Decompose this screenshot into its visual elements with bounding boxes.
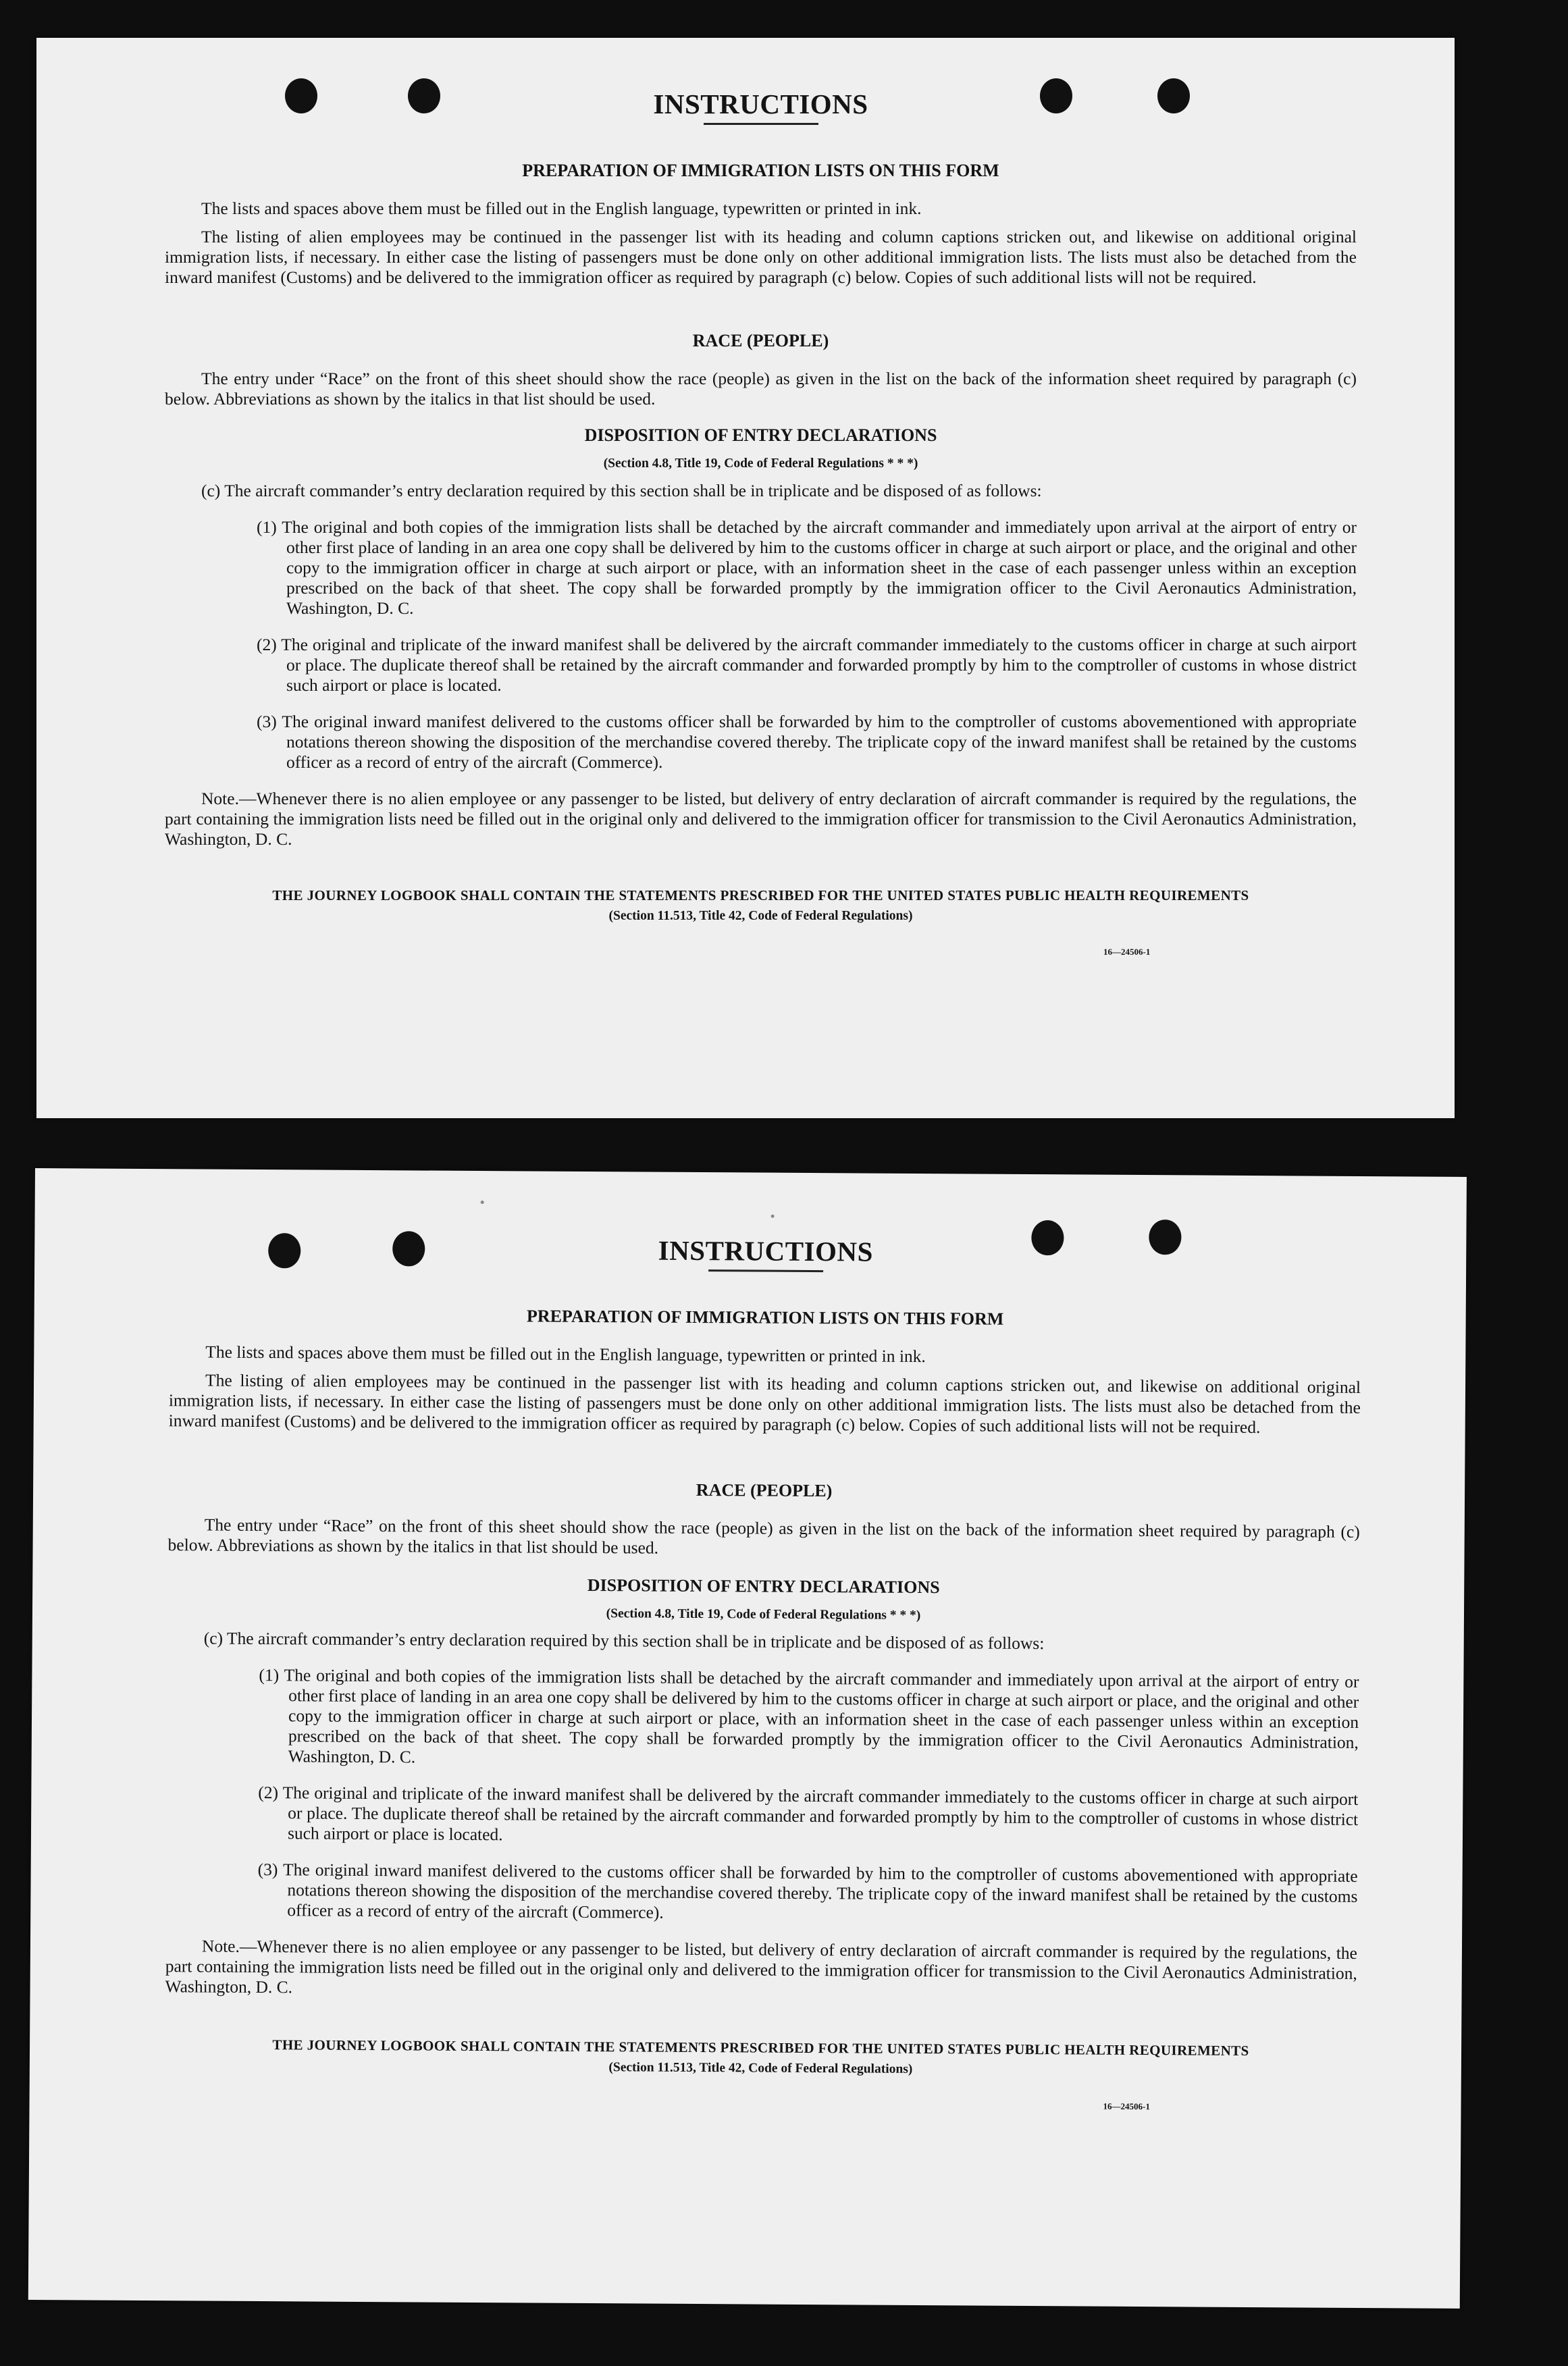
title-rule [704, 123, 818, 125]
preparation-section [165, 199, 1357, 288]
public-health-statement: THE JOURNEY LOGBOOK SHALL CONTAIN THE STATEMENTS PRESCRIBED FOR THE UNITED STATES PUBLIC HEALTH REQUIREMENTS [272, 887, 1249, 903]
race-heading: RACE (PEOPLE) [692, 331, 829, 350]
disposition-item-2: (2) The original and triplicate of the inward manifest shall be delivered by the aircraft commander immediately to the customs officer in charge at such airport or place. The duplicate thereof shall be retained by the aircraft commander and forwarded promptly by him to the comptroller of customs in whose district such airport or place is located. [258, 1783, 1359, 1845]
disposition-item-2: (2) The original and triplicate of the inward manifest shall be delivered by the aircraft commander immediately to the customs officer in charge at such airport or place. The duplicate thereof shall be retained by the aircraft commander and forwarded promptly by him to the comptroller of customs in whose district such airport or place is located. [257, 635, 1357, 695]
disposition-item-3: (3) The original inward manifest delivered to the customs officer shall be forwarded by him to the comptroller of customs abovementioned with appropriate notations thereon showing the disposition of the merchandise covered thereby. The triplicate copy of the inward manifest shall be retained by the customs officer as a record of entry of the aircraft (Commerce). [257, 1860, 1358, 1922]
disposition-subheading: (Section 4.8, Title 19, Code of Federal Regulations * * *) [603, 456, 918, 471]
disposition-item-1: (1) The original and both copies of the immigration lists shall be detached by the aircraft commander and immediately upon arrival at the airport of entry or other first place of landing in an area one copy shall be delivered by him to the customs officer in charge at such airport or place, and the original and other copy to the immigration officer in charge at such airport or place, with an information sheet in the case of each passenger unless within an exception prescribed on the back of that sheet. The copy shall be forwarded promptly by the immigration officer to the Civil Aeronautics Administration, Washington, D. C. [257, 517, 1357, 618]
note-paragraph: Note.—Whenever there is no alien employee or any passenger to be listed, but delivery of entry declaration of aircraft commander is required by the regulations, the part containing the immigration lists need be filled out in the original only and delivered to the immigration officer for transmission to the Civil Aeronautics Administration, Washington, D. C. [165, 1936, 1358, 1997]
note-paragraph: Note.—Whenever there is no alien employee or any passenger to be listed, but delivery of entry declaration of aircraft commander is required by the regulations, the part containing the immigration lists need be filled out in the original only and delivered to the immigration officer for transmission to the Civil Aeronautics Administration, Washington, D. C. [165, 789, 1357, 849]
preparation-section [169, 1342, 1361, 1438]
preparation-paragraph-1: The lists and spaces above them must be filled out in the English language, typewritten or printed in ink. [201, 199, 922, 218]
form-number: 16—24506-1 [1103, 947, 1151, 957]
preparation-paragraph-2: The listing of alien employees may be continued in the passenger list with its heading and column captions stricken out, and likewise on additional original immigration lists, if necessary. In either case the listing of passengers must be done only on other additional immigration lists. The lists must also be detached from the inward manifest (Customs) and be delivered to the immigration officer as required by paragraph (c) below. Copies of such additional lists will not be required. [168, 1370, 1361, 1438]
race-paragraph: The entry under “Race” on the front of this sheet should show the race (people) as given in the list on the back of the information sheet required by paragraph (c) below. Abbreviations as shown by the italics in that list should be used. [165, 369, 1357, 409]
disposition-subheading: (Section 4.8, Title 19, Code of Federal Regulations * * *) [606, 1606, 921, 1623]
title-rule [708, 1269, 823, 1272]
disposition-intro: (c) The aircraft commander’s entry declaration required by this section shall be in triplicate and be disposed of as follows: [203, 1628, 1045, 1654]
preparation-heading: PREPARATION OF IMMIGRATION LISTS ON THIS FORM [526, 1306, 1004, 1329]
page-title: INSTRUCTIONS [658, 1234, 873, 1267]
preparation-paragraph-2: The listing of alien employees may be continued in the passenger list with its heading and column captions stricken out, and likewise on additional original immigration lists, if necessary. In either case the listing of passengers must be done only on other additional immigration lists. The lists must also be detached from the inward manifest (Customs) and be delivered to the immigration officer as required by paragraph (c) below. Copies of such additional lists will not be required. [165, 227, 1357, 287]
disposition-item-1: (1) The original and both copies of the immigration lists shall be detached by the aircraft commander and immediately upon arrival at the airport of entry or other first place of landing in an area one copy shall be delivered by him to the customs officer in charge at such airport or place, and the original and other copy to the immigration officer in charge at such airport or place, with an information sheet in the case of each passenger unless within an exception prescribed on the back of that sheet. The copy shall be forwarded promptly by the immigration officer to the Civil Aeronautics Administration, Washington, D. C. [259, 1665, 1359, 1767]
race-heading: RACE (PEOPLE) [696, 1479, 833, 1501]
public-health-section: (Section 11.513, Title 42, Code of Federal Regulations) [608, 909, 913, 923]
preparation-heading: PREPARATION OF IMMIGRATION LISTS ON THIS FORM [522, 161, 999, 180]
disposition-item-3: (3) The original inward manifest delivered to the customs officer shall be forwarded by him to the comptroller of customs abovementioned with appropriate notations thereon showing the disposition of the merchandise covered thereby. The triplicate copy of the inward manifest shall be retained by the customs officer as a record of entry of the aircraft (Commerce). [257, 712, 1357, 772]
disposition-heading: DISPOSITION OF ENTRY DECLARATIONS [587, 1575, 940, 1598]
disposition-section [165, 481, 1357, 849]
disposition-section [165, 1628, 1359, 2004]
page-title: INSTRUCTIONS [653, 88, 868, 120]
public-health-section: (Section 11.513, Title 42, Code of Federal Regulations) [608, 2060, 913, 2076]
instruction-sheet-top [36, 38, 1455, 1118]
preparation-paragraph-1: The lists and spaces above them must be filled out in the English language, typewritten or printed in ink. [205, 1342, 926, 1367]
disposition-heading: DISPOSITION OF ENTRY DECLARATIONS [584, 425, 937, 445]
instruction-sheet-bottom [28, 1168, 1467, 2309]
race-section [168, 1515, 1360, 1562]
disposition-intro: (c) The aircraft commander’s entry declaration required by this section shall be in triplicate and be disposed of as follows: [201, 481, 1042, 500]
race-paragraph: The entry under “Race” on the front of this sheet should show the race (people) as given in the list on the back of the information sheet required by paragraph (c) below. Abbreviations as shown by the italics in that list should be used. [167, 1515, 1360, 1558]
public-health-statement: THE JOURNEY LOGBOOK SHALL CONTAIN THE STATEMENTS PRESCRIBED FOR THE UNITED STATES PUBLIC HEALTH REQUIREMENTS [272, 2036, 1249, 2059]
form-number: 16—24506-1 [1103, 2101, 1150, 2112]
race-section [165, 369, 1357, 409]
